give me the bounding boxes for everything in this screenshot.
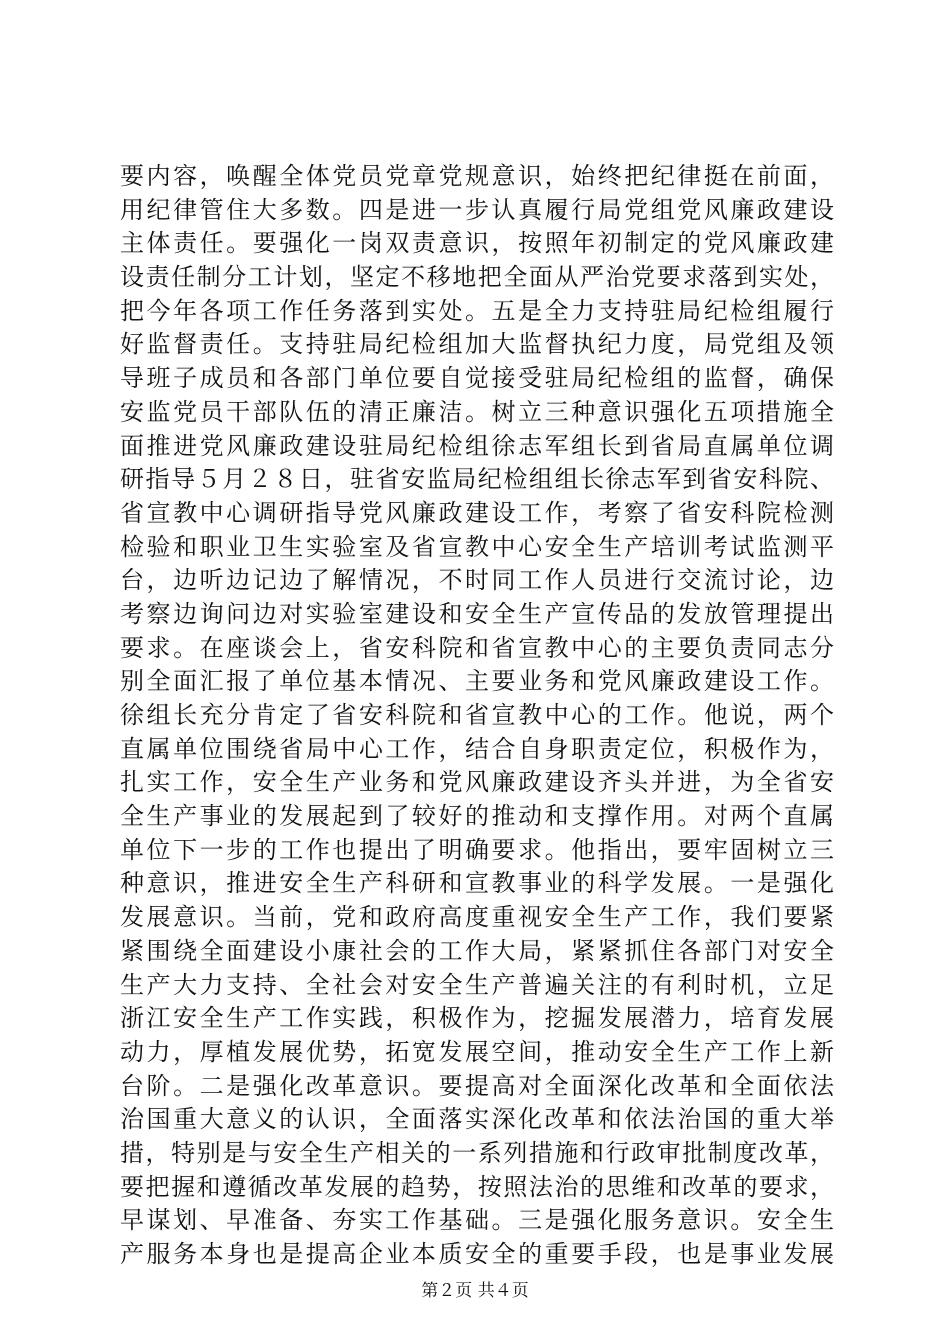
text-line: 用纪律管住大多数。四是进一步认真履行局党组党风廉政建设 bbox=[120, 195, 834, 224]
page-footer: 第２页 共４页 bbox=[421, 1281, 529, 1301]
text-line: 治国重大意义的认识，全面落实深化改革和依法治国的重大举 bbox=[120, 1105, 834, 1134]
text-line: 发展意识。当前，党和政府高度重视安全生产工作，我们要紧 bbox=[120, 903, 834, 932]
text-line: 扎实工作，安全生产业务和党风廉政建设齐头并进，为全省安 bbox=[120, 768, 834, 797]
text-line: 台阶。二是强化改革意识。要提高对全面深化改革和全面依法 bbox=[120, 1071, 834, 1100]
text-line: 研指导５月２８日，驻省安监局纪检组组长徐志军到省安科院、 bbox=[120, 465, 834, 494]
text-line: 考察边询问边对实验室建设和安全生产宣传品的发放管理提出 bbox=[120, 599, 834, 628]
text-line: 徐组长充分肯定了省安科院和省宣教中心的工作。他说，两个 bbox=[120, 701, 834, 729]
text-line: 检验和职业卫生实验室及省宣教中心安全生产培训考试监测平 bbox=[120, 532, 834, 561]
text-line: 产服务本身也是提高企业本质安全的重要手段，也是事业发展 bbox=[120, 1240, 834, 1268]
text-line: 动力，厚植发展优势，拓宽发展空间，推动安全生产工作上新 bbox=[120, 1037, 834, 1066]
text-line: 直属单位围绕省局中心工作，结合自身职责定位，积极作为， bbox=[120, 734, 834, 763]
text-line: 要把握和遵循改革发展的趋势，按照法治的思维和改革的要求， bbox=[120, 1172, 834, 1201]
text-line: 设责任制分工计划，坚定不移地把全面从严治党要求落到实处， bbox=[120, 263, 834, 292]
text-line: 早谋划、早准备、夯实工作基础。三是强化服务意识。安全生 bbox=[120, 1206, 834, 1235]
text-line: 面推进党风廉政建设驻局纪检组徐志军组长到省局直属单位调 bbox=[120, 431, 834, 460]
text-line: 别全面汇报了单位基本情况、主要业务和党风廉政建设工作。 bbox=[120, 667, 834, 696]
text-line: 浙江安全生产工作实践，积极作为，挖掘发展潜力，培育发展 bbox=[120, 1004, 834, 1033]
text-line: 生产大力支持、全社会对安全生产普遍关注的有利时机，立足 bbox=[120, 970, 834, 999]
text-line: 全生产事业的发展起到了较好的推动和支撑作用。对两个直属 bbox=[120, 802, 834, 831]
body-text bbox=[120, 160, 834, 1272]
text-line: 种意识，推进安全生产科研和宣教事业的科学发展。一是强化 bbox=[120, 869, 834, 898]
text-line: 台，边听边记边了解情况，不时同工作人员进行交流讨论，边 bbox=[120, 566, 834, 595]
text-line: 紧围绕全面建设小康社会的工作大局，紧紧抓住各部门对安全 bbox=[120, 936, 834, 965]
text-line: 要内容，唤醒全体党员党章党规意识，始终把纪律挺在前面， bbox=[120, 162, 834, 190]
text-line: 主体责任。要强化一岗双责意识，按照年初制定的党风廉政建 bbox=[120, 229, 834, 258]
text-line: 要求。在座谈会上，省安科院和省宣教中心的主要负责同志分 bbox=[120, 633, 834, 662]
text-line: 把今年各项工作任务落到实处。五是全力支持驻局纪检组履行 bbox=[120, 296, 834, 325]
text-line: 安监党员干部队伍的清正廉洁。树立三种意识强化五项措施全 bbox=[120, 397, 834, 426]
text-line: 单位下一步的工作也提出了明确要求。他指出，要牢固树立三 bbox=[120, 835, 834, 864]
text-line: 省宣教中心调研指导党风廉政建设工作，考察了省安科院检测 bbox=[120, 498, 834, 527]
text-line: 导班子成员和各部门单位要自觉接受驻局纪检组的监督，确保 bbox=[120, 364, 834, 393]
text-line: 好监督责任。支持驻局纪检组加大监督执纪力度，局党组及领 bbox=[120, 330, 834, 359]
text-line: 措，特别是与安全生产相关的一系列措施和行政审批制度改革， bbox=[120, 1138, 834, 1167]
